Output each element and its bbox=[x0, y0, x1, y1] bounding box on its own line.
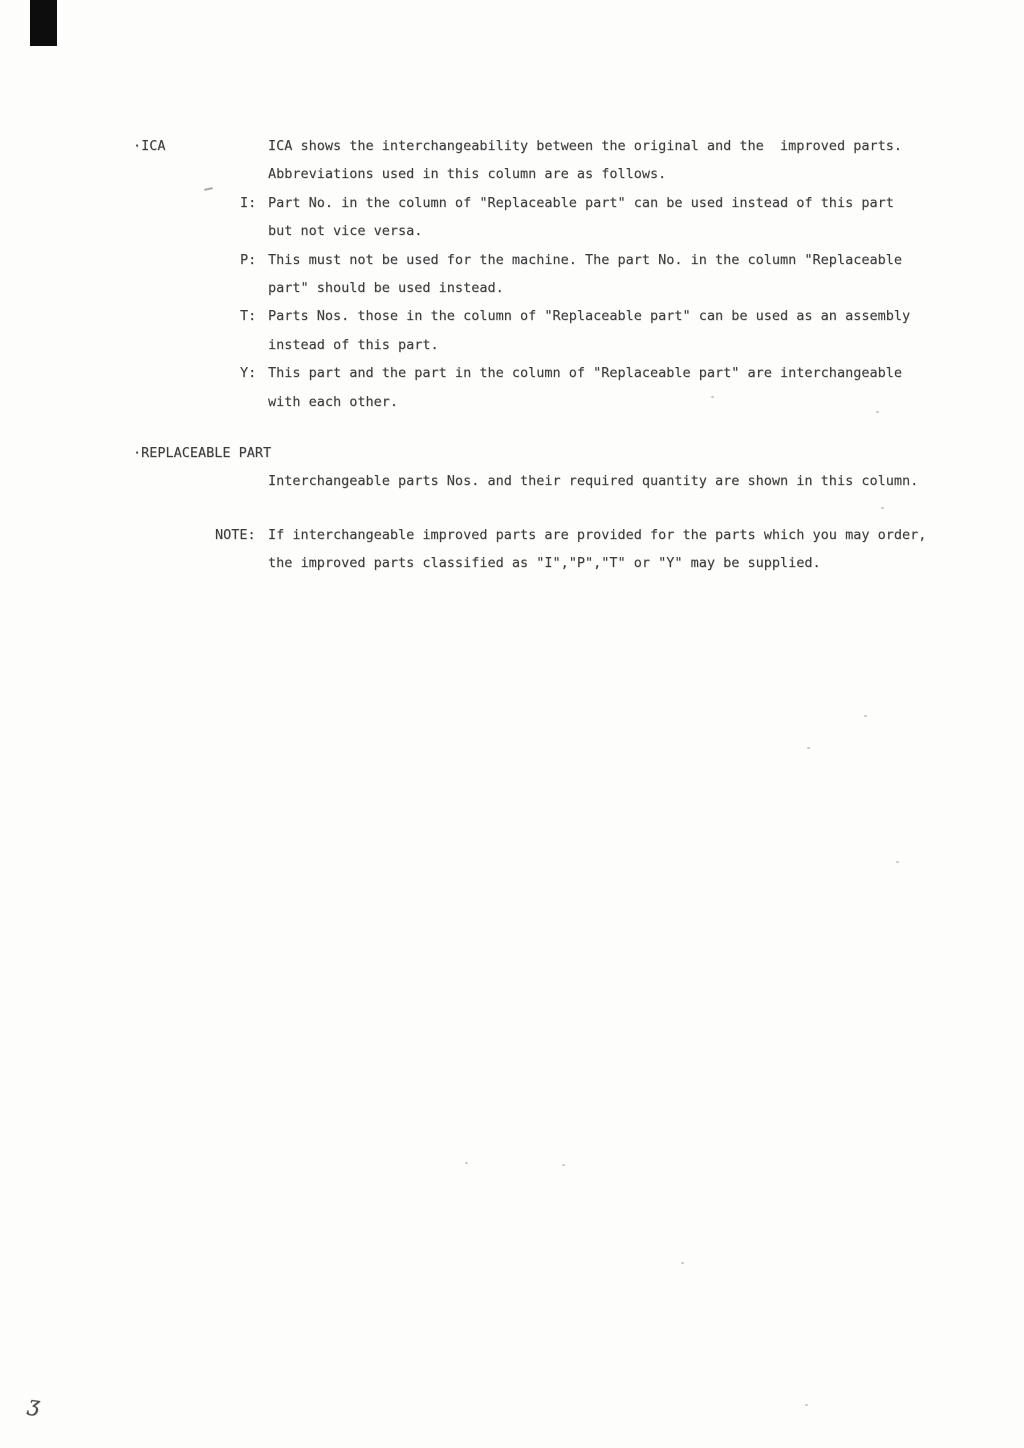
ica-item-i bbox=[240, 195, 894, 212]
scan-speck bbox=[204, 187, 213, 191]
section-label-replaceable-part: ·REPLACEABLE PART bbox=[133, 445, 272, 461]
scan-speck bbox=[876, 411, 879, 413]
ica-item-code: Y: bbox=[240, 365, 257, 381]
scan-speck bbox=[864, 715, 867, 717]
ica-item-p-cont: part" should be used instead. bbox=[268, 280, 504, 296]
ica-intro-line: ICA shows the interchangeability between the original and the improved parts. bbox=[268, 138, 902, 154]
ica-item-t bbox=[240, 308, 910, 325]
scan-speck bbox=[562, 1164, 565, 1166]
note-label: NOTE: bbox=[215, 527, 256, 543]
ica-item-text: Parts Nos. those in the column of "Replaceable part" can be used as an assembly bbox=[268, 308, 911, 324]
scan-speck bbox=[711, 396, 714, 398]
ica-item-t-cont: instead of this part. bbox=[268, 337, 439, 353]
ica-item-i-cont: but not vice versa. bbox=[268, 223, 423, 239]
note-text-cont: the improved parts classified as "I","P","T" or "Y" may be supplied. bbox=[268, 555, 821, 571]
handwritten-page-mark: ʒ bbox=[26, 1391, 42, 1417]
replaceable-part-intro-line: Interchangeable parts Nos. and their required quantity are shown in this column. bbox=[268, 473, 919, 489]
note-row bbox=[215, 527, 926, 544]
scan-speck bbox=[807, 747, 810, 749]
ica-item-text: This must not be used for the machine. The part No. in the column "Replaceable bbox=[268, 252, 902, 268]
ica-item-text: This part and the part in the column of "Replaceable part" are interchangeable bbox=[268, 365, 902, 381]
ica-item-text: Part No. in the column of "Replaceable part" can be used instead of this part bbox=[268, 195, 894, 211]
section-label-ica: ·ICA bbox=[133, 138, 166, 154]
scan-speck bbox=[465, 1162, 468, 1164]
ica-item-code: T: bbox=[240, 308, 257, 324]
note-text: If interchangeable improved parts are provided for the parts which you may order, bbox=[268, 527, 927, 543]
scan-artifact-bar bbox=[30, 0, 57, 46]
ica-item-code: I: bbox=[240, 195, 257, 211]
ica-item-y bbox=[240, 365, 902, 382]
scan-speck bbox=[805, 1404, 808, 1406]
scan-speck bbox=[881, 507, 884, 509]
ica-item-p bbox=[240, 252, 902, 269]
ica-item-y-cont: with each other. bbox=[268, 394, 399, 410]
ica-intro-line: Abbreviations used in this column are as follows. bbox=[268, 166, 667, 182]
scan-speck bbox=[681, 1262, 684, 1264]
scan-speck bbox=[896, 861, 899, 863]
ica-item-code: P: bbox=[240, 252, 257, 268]
